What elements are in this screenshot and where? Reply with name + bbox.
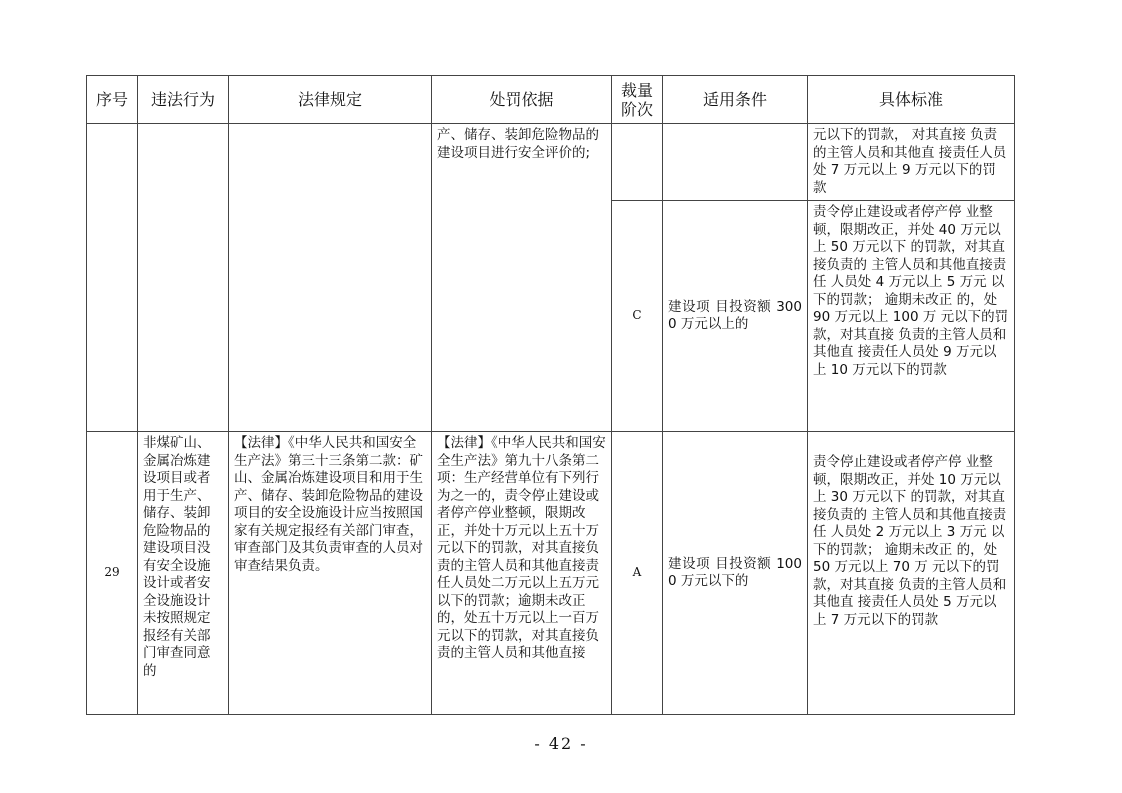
row29-basis-cell: 【法律】《中华人民共和国安全生产法》第九十八条第二项：生产经营单位有下列行为之一的，责令停止建设或者停产停业整顿，限期改正，并处十万元以上五十万元以下的罚款，对其直接负责的主管人员和其他直接责任人员处二万元以上五万元以下的罚款；逾期未改正的，处五十万元以上一百万元以下的罚款，对其直接负责的主管人员和其他直接 [432, 432, 612, 715]
header-applicable-condition: 适用条件 [663, 76, 808, 124]
header-discretion-level: 裁量 阶次 [612, 76, 663, 124]
row29-level-cell: A [612, 432, 663, 715]
cont-basis-cell: 产、储存、装卸危险物品的建设项目进行安全评价的; [432, 124, 612, 432]
table-row [87, 124, 1015, 201]
row29-seq-cell: 29 [87, 432, 138, 715]
row29-standard-cell: 责令停止建设或者停产停 业整顿，限期改正，并处 10 万元以上 30 万元以下 的罚款，对其直接负责的 主管人员和其他直接责任 人员处 2 万元以上 3 万元 以下的罚款； 逾期未改正 的，处 50 万元以上 70 万 元以下的罚款，对其直接 负责的主管人员和其他直 接责任人员处 5 万元以上 7 万元以下的罚款 [808, 432, 1015, 715]
page-number: - 42 - [534, 734, 588, 753]
row29-condition-cell: 建设项 目投资额 1000 万元以下的 [663, 432, 808, 715]
condition-c-cell: 建设项 目投资额 3000 万元以上的 [663, 201, 808, 432]
level-c-cell: C [612, 201, 663, 432]
header-penalty-basis: 处罚依据 [432, 76, 612, 124]
row29-violation-cell: 非煤矿山、金属冶炼建设项目或者用于生产、储存、装卸危险物品的建设项目没有安全设施设计或者安全设施设计未按照规定报经有关部门审查同意的 [138, 432, 229, 715]
cont-condition-cell [663, 124, 808, 201]
header-violation: 违法行为 [138, 76, 229, 124]
table-header-row [87, 76, 1015, 124]
penalty-standard-table [86, 75, 1015, 715]
cont-law-cell [229, 124, 432, 432]
header-seq: 序号 [87, 76, 138, 124]
table-row [87, 432, 1015, 715]
header-legal-provision: 法律规定 [229, 76, 432, 124]
header-specific-standard: 具体标准 [808, 76, 1015, 124]
standard-c-cell: 责令停止建设或者停产停 业整顿，限期改正，并处 40 万元以上 50 万元以下 的罚款，对其直接负责的 主管人员和其他直接责任 人员处 4 万元以上 5 万元 以下的罚款； 逾期未改正 的，处 90 万元以上 100 万 元以下的罚款，对其直接 负责的主管人员和其他直 接责任人员处 9 万元以上 10 万元以下的罚款 [808, 201, 1015, 432]
cont-violation-cell [138, 124, 229, 432]
cont-seq-cell [87, 124, 138, 432]
row29-law-cell: 【法律】《中华人民共和国安全生产法》第三十三条第二款：矿山、金属冶炼建设项目和用于生产、储存、装卸危险物品的建设项目的安全设施设计应当按照国家有关规定报经有关部门审查，审查部门及其负责审查的人员对审查结果负责。 [229, 432, 432, 715]
cont-standard-b-cell: 元以下的罚款， 对其直接 负责的主管人员和其他直 接责任人员处 7 万元以上 9 万元以下的罚款 [808, 124, 1015, 201]
cont-level-cell [612, 124, 663, 201]
